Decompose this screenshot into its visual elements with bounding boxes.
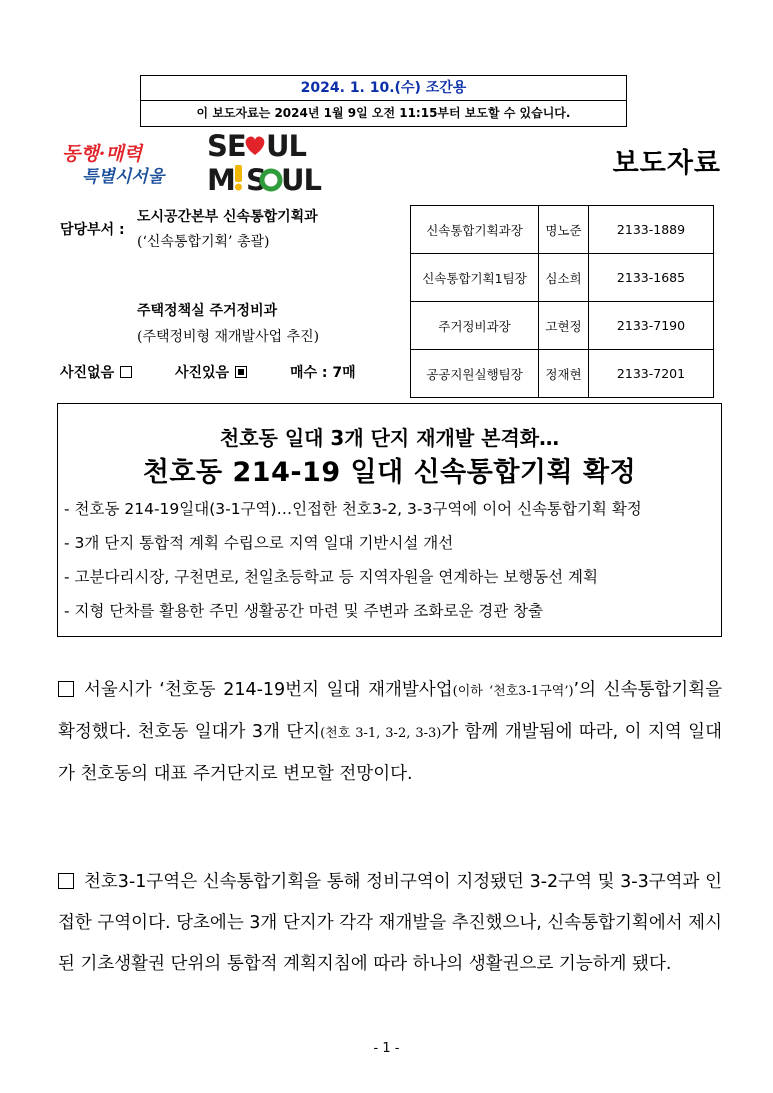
dept2-name: 주택정책실 주거정비과 — [137, 303, 278, 319]
svg-text:M: M — [207, 163, 235, 197]
contact-position: 신속통합기획1팀장 — [411, 254, 539, 302]
paragraph1-part3: 가 함께 개발됨에 따라, 이 지역 일대가 천호동의 대표 주거단지로 변모할 전망이다. — [58, 722, 722, 784]
embargo-box — [140, 75, 627, 127]
contacts-table — [410, 205, 714, 398]
paragraph1-note1: (이하 ‘천호3-1구역’) — [452, 684, 574, 699]
has-photo-checkbox — [235, 366, 247, 378]
list-item: - 천호동 214-19일대(3-1구역)…인접한 천호3-2, 3-3구역에 이어 신속통합기획 확정 — [64, 500, 642, 518]
paragraph-bullet-icon — [58, 681, 74, 697]
no-photo-checkbox — [120, 366, 132, 378]
svg-text:SE: SE — [207, 129, 246, 163]
headline-subtitle: 천호동 일대 3개 단지 재개발 본격화… — [219, 426, 560, 450]
contact-phone: 2133-7201 — [589, 350, 714, 398]
svg-text:특별시서울: 특별시서울 — [82, 167, 165, 187]
contact-phone: 2133-1889 — [589, 206, 714, 254]
seoul-slogan-logo — [58, 138, 188, 188]
page-number: - 1 - — [373, 1041, 400, 1056]
list-item: - 고분다리시장, 구천면로, 천일초등학교 등 지역자원을 연계하는 보행동선 계획 — [64, 568, 599, 586]
svg-text:UL: UL — [266, 129, 307, 163]
dept1-name: 도시공간본부 신속통합기획과 — [137, 209, 318, 225]
contact-name: 명노준 — [539, 206, 589, 254]
contact-phone: 2133-7190 — [589, 302, 714, 350]
press-release-title: 보도자료 — [612, 148, 721, 179]
photo-count: 매수 : 7매 — [289, 365, 356, 381]
contact-name: 정재현 — [539, 350, 589, 398]
dept1-sub: (‘신속통합기획’ 총괄) — [137, 234, 270, 250]
no-photo-label: 사진없음 — [60, 365, 115, 381]
table-row — [411, 302, 714, 350]
svg-text:동행·매력: 동행·매력 — [62, 143, 143, 165]
table-row — [411, 350, 714, 398]
body-paragraph-1 — [58, 670, 722, 795]
svg-text:S: S — [246, 163, 266, 197]
contact-name: 고현정 — [539, 302, 589, 350]
body-paragraph-2 — [58, 862, 722, 985]
table-row — [411, 254, 714, 302]
contact-name: 심소희 — [539, 254, 589, 302]
release-date: 2024. 1. 10.(수) 조간용 — [141, 76, 626, 101]
contact-position: 주거정비과장 — [411, 302, 539, 350]
table-row — [411, 206, 714, 254]
summary-bullets — [64, 492, 724, 628]
headline-box — [57, 403, 722, 637]
has-photo-label: 사진있음 — [174, 365, 230, 381]
paragraph-bullet-icon — [58, 873, 74, 889]
paragraph2-text: 천호3-1구역은 신속통합기획을 통해 정비구역이 지정됐던 3-2구역 및 3-3구역과 인접한 구역이다. 당초에는 3개 단지가 각각 재개발을 추진했으나, 신속통합기획에서 제시된 기초생활권 단위의 통합적 계획지침에 따라 하나의 생활권으로 기능하게 됐다. — [58, 872, 722, 974]
contact-position: 신속통합기획과장 — [411, 206, 539, 254]
seoul-my-soul-logo — [205, 128, 322, 197]
dept2-sub: (주택정비형 재개발사업 추진) — [137, 329, 320, 345]
headline-title: 천호동 214-19 일대 신속통합기획 확정 — [142, 457, 637, 488]
list-item: - 3개 단지 통합적 계획 수립으로 지역 일대 기반시설 개선 — [64, 534, 454, 552]
paragraph1-part1: 서울시가 ‘천호동 214-19번지 일대 재개발사업 — [84, 680, 453, 700]
contact-phone: 2133-1685 — [589, 254, 714, 302]
embargo-note: 이 보도자료는 2024년 1월 9일 오전 11:15부터 보도할 수 있습니다. — [196, 106, 571, 120]
paragraph1-note2: (천호 3-1, 3-2, 3-3) — [320, 726, 442, 741]
photo-info — [60, 362, 362, 382]
svg-text:UL: UL — [281, 163, 322, 197]
list-item: - 지형 단차를 활용한 주민 생활공간 마련 및 주변과 조화로운 경관 창출 — [64, 602, 544, 620]
contact-position: 공공지원실행팀장 — [411, 350, 539, 398]
paragraph1-part2: ’의 신속통합기획을 확정했다. 천호동 일대가 3개 단지 — [58, 680, 722, 742]
dept-label: 담당부서 : — [60, 222, 125, 238]
